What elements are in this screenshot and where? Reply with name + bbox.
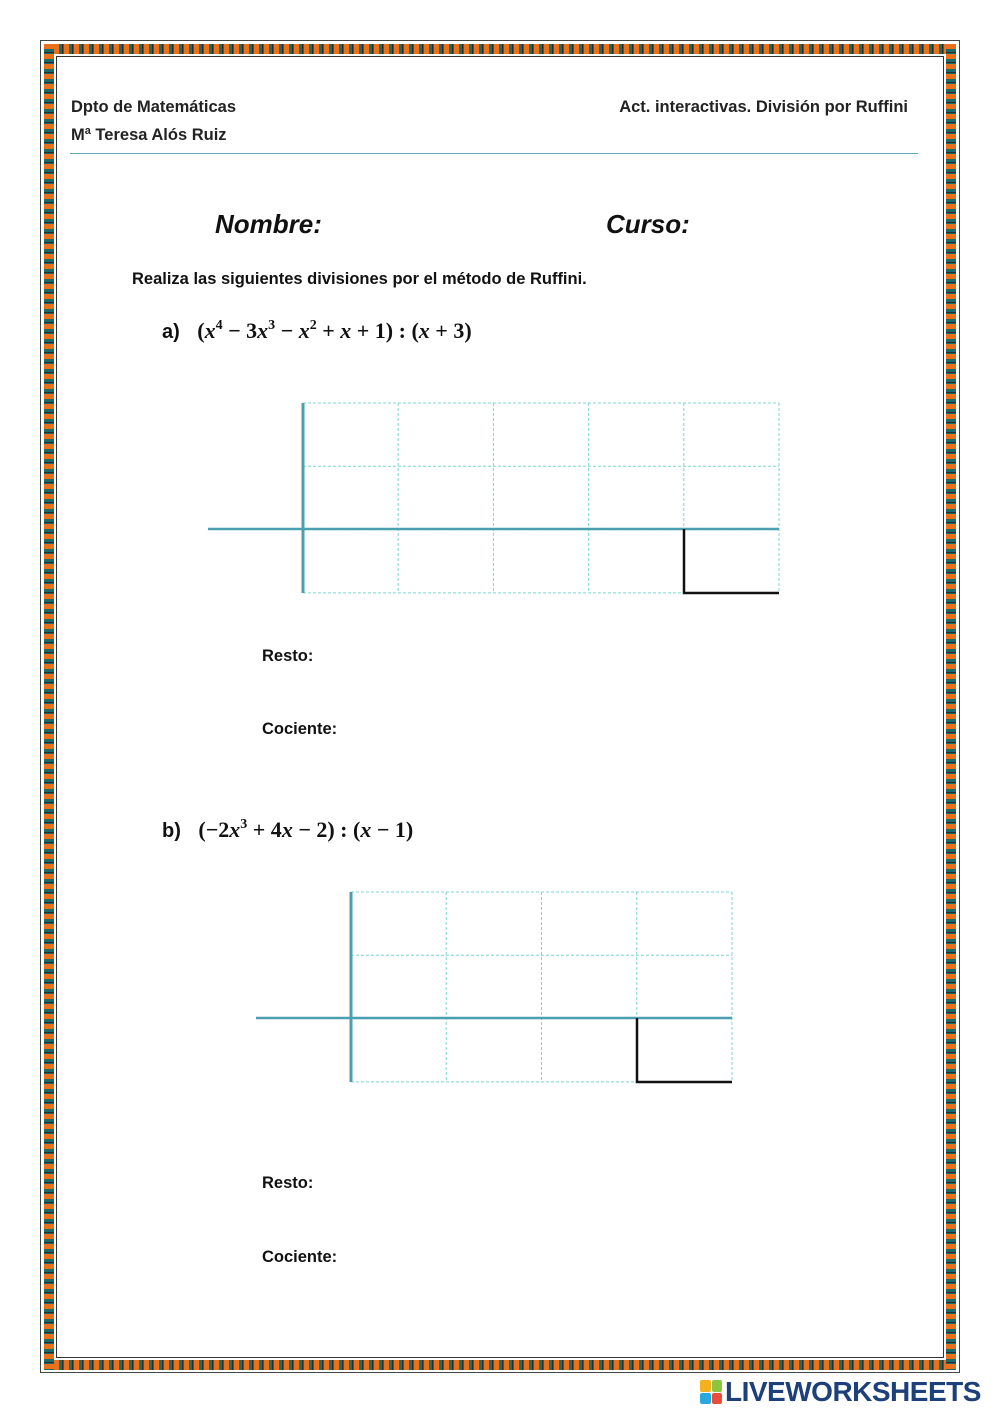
name-label: Nombre:	[215, 209, 322, 239]
ruffini-a-cell-r2-c2[interactable]	[400, 468, 491, 527]
ruffini-a-cell-r2-c1[interactable]	[305, 468, 396, 527]
ruffini-a-cell-r3-c3[interactable]	[495, 532, 586, 591]
ruffini-a-cell-r3-c5[interactable]	[686, 532, 777, 591]
ruffini-b-cell-r3-c1[interactable]	[353, 1021, 444, 1080]
ruffini-b-cell-r2-c4[interactable]	[639, 957, 730, 1016]
ruffini-b-cell-r3-c3[interactable]	[544, 1021, 635, 1080]
liveworksheets-logo	[700, 1375, 981, 1409]
exercise-a-expression: $(x^4 - 3x^3 - x^2 + x + 1)$ : (x + 3)	[197, 318, 472, 343]
ruffini-a-cell-r1-c3[interactable]	[495, 405, 586, 464]
exercise-a-label: a)	[162, 321, 180, 343]
ruffini-a-cell-r2-c4[interactable]	[591, 468, 682, 527]
ruffini-b-cell-r3-c4[interactable]	[639, 1021, 730, 1080]
ruffini-b-cell-r2-c2[interactable]	[448, 957, 539, 1016]
exercise-b-expression: $(-2x^3 + 4x - 2)$ : (x − 1)	[198, 817, 414, 842]
ruffini-a-cell-r1-c2[interactable]	[400, 405, 491, 464]
border-pattern-right	[946, 44, 956, 1370]
ruffini-a-cell-r3-c1[interactable]	[305, 532, 396, 591]
ruffini-a-cell-r1-c5[interactable]	[686, 405, 777, 464]
inner-frame	[56, 56, 944, 1358]
ruffini-grid-a	[200, 395, 790, 605]
exercise-b-quotient-label: Cociente:	[262, 1248, 338, 1266]
border-pattern-left	[44, 44, 54, 1370]
ruffini-a-cell-r1-c4[interactable]	[591, 405, 682, 464]
ruffini-b-cell-r3-c2[interactable]	[448, 1021, 539, 1080]
exercise-b-remainder-label: Resto:	[262, 1174, 314, 1192]
ruffini-grid-b	[248, 884, 748, 1094]
ruffini-b-cell-r2-c1[interactable]	[353, 957, 444, 1016]
exercise-b-label: b)	[162, 820, 181, 842]
ruffini-a-cell-r1-c1[interactable]	[305, 405, 396, 464]
liveworksheets-mark-icon	[700, 1380, 722, 1404]
ruffini-a-cell-r2-c3[interactable]	[495, 468, 586, 527]
department-label: Dpto de Matemáticas	[71, 98, 237, 116]
ruffini-b-cell-r1-c1[interactable]	[353, 894, 444, 953]
course-label: Curso:	[606, 209, 690, 239]
ruffini-a-cell-r3-c2[interactable]	[400, 532, 491, 591]
exercise-a-statement	[162, 318, 472, 344]
ruffini-b-cell-r1-c2[interactable]	[448, 894, 539, 953]
author-label: Mª Teresa Alós Ruiz	[71, 126, 227, 144]
activity-title: Act. interactivas. División por Ruffini	[619, 98, 908, 116]
ruffini-b-cell-r1-c3[interactable]	[544, 894, 635, 953]
exercise-a-remainder-label: Resto:	[262, 647, 314, 665]
border-pattern-bottom	[44, 1360, 956, 1370]
ruffini-a-cell-r2-c5[interactable]	[686, 468, 777, 527]
header-divider	[70, 153, 918, 154]
exercise-a-quotient-label: Cociente:	[262, 720, 338, 738]
ruffini-a-cell-r3-c4[interactable]	[591, 532, 682, 591]
instruction-text: Realiza las siguientes divisiones por el método de Ruffini.	[132, 270, 587, 288]
ruffini-b-cell-r1-c4[interactable]	[639, 894, 730, 953]
exercise-b-statement	[162, 817, 413, 843]
liveworksheets-wordmark: LIVEWORKSHEETS	[725, 1376, 981, 1407]
ruffini-b-cell-r2-c3[interactable]	[544, 957, 635, 1016]
border-pattern-top	[44, 44, 956, 54]
